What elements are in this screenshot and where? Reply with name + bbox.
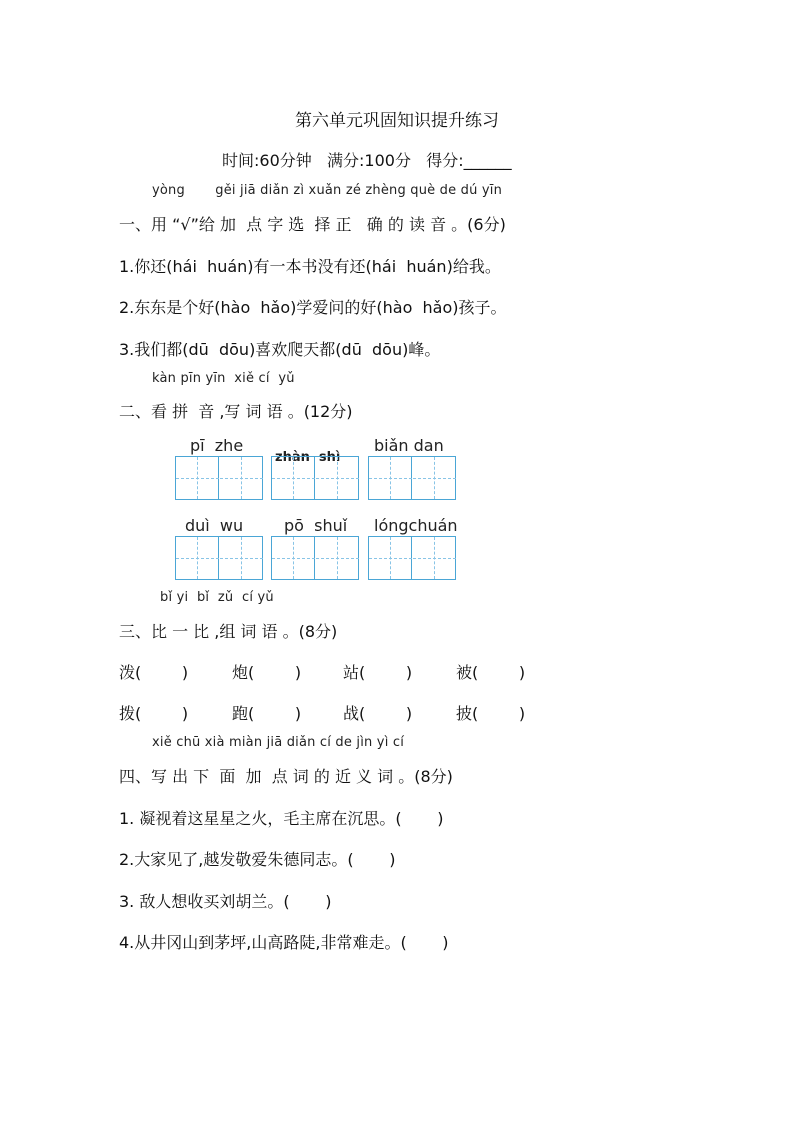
sec3-heading: 三、比 一 比 ,组 词 语 。(8分) [119,622,338,641]
word-pinyin: lóngchuán [374,516,458,535]
sec4-item-4: 4.从井冈山到茅坪,山高路陡,非常难走。( ) [119,933,449,952]
word-pinyin: pō shuǐ [284,516,348,535]
page-title: 第六单元巩固知识提升练习 [295,111,499,131]
sec1-item-2: 2.东东是个好(hào hǎo)学爱问的好(hào hǎo)孩子。 [119,298,507,317]
sec2-heading: 二、看 拼 音 ,写 词 语 。(12分) [119,402,353,421]
compare-item: 跑( ) [232,704,302,723]
compare-item: 站( ) [343,663,413,682]
word-pinyin: duì wu [185,516,244,535]
sec1-item-1: 1.你还(hái huán)有一本书没有还(hái huán)给我。 [119,257,501,276]
sec3-pinyin: bǐ yi bǐ zǔ cí yǔ [160,590,274,605]
compare-item: 战( ) [343,704,413,723]
sec1-item-3: 3.我们都(dū dōu)喜欢爬天都(dū dōu)峰。 [119,340,441,359]
sec4-item-1: 1. 凝视着这星星之火，毛主席在沉思。( ) [119,809,444,828]
writing-grid[interactable] [271,536,359,580]
writing-grid[interactable] [175,536,263,580]
sec1-heading: 一、用 “√”给 加 点 字 选 择 正 确 的 读 音 。(6分) [119,215,506,234]
exam-meta: 时间:60分钟 满分:100分 得分:______ [222,151,512,170]
writing-grid[interactable] [368,536,456,580]
writing-grid[interactable] [271,456,359,500]
sec4-item-3: 3. 敌人想收买刘胡兰。( ) [119,892,332,911]
compare-item: 拨( ) [119,704,189,723]
compare-item: 被( ) [456,663,526,682]
sec4-item-2: 2.大家见了,越发敬爱朱德同志。( ) [119,850,396,869]
word-pinyin: biǎn dan [374,436,444,455]
word-pinyin: pī zhe [190,436,244,455]
word-pinyin: zhàn shì [275,450,341,465]
sec4-heading: 四、写 出 下 面 加 点 词 的 近 义 词 。(8分) [119,767,453,786]
sec2-pinyin: kàn pīn yīn xiě cí yǔ [152,371,295,386]
compare-item: 披( ) [456,704,526,723]
writing-grid[interactable] [368,456,456,500]
sec1-pinyin: yòng gěi jiā diǎn zì xuǎn zé zhèng què de dú yīn [152,183,503,198]
compare-item: 泼( ) [119,663,189,682]
writing-grid[interactable] [175,456,263,500]
compare-item: 炮( ) [232,663,302,682]
sec4-pinyin: xiě chū xià miàn jiā diǎn cí de jìn yì cí [152,735,405,750]
